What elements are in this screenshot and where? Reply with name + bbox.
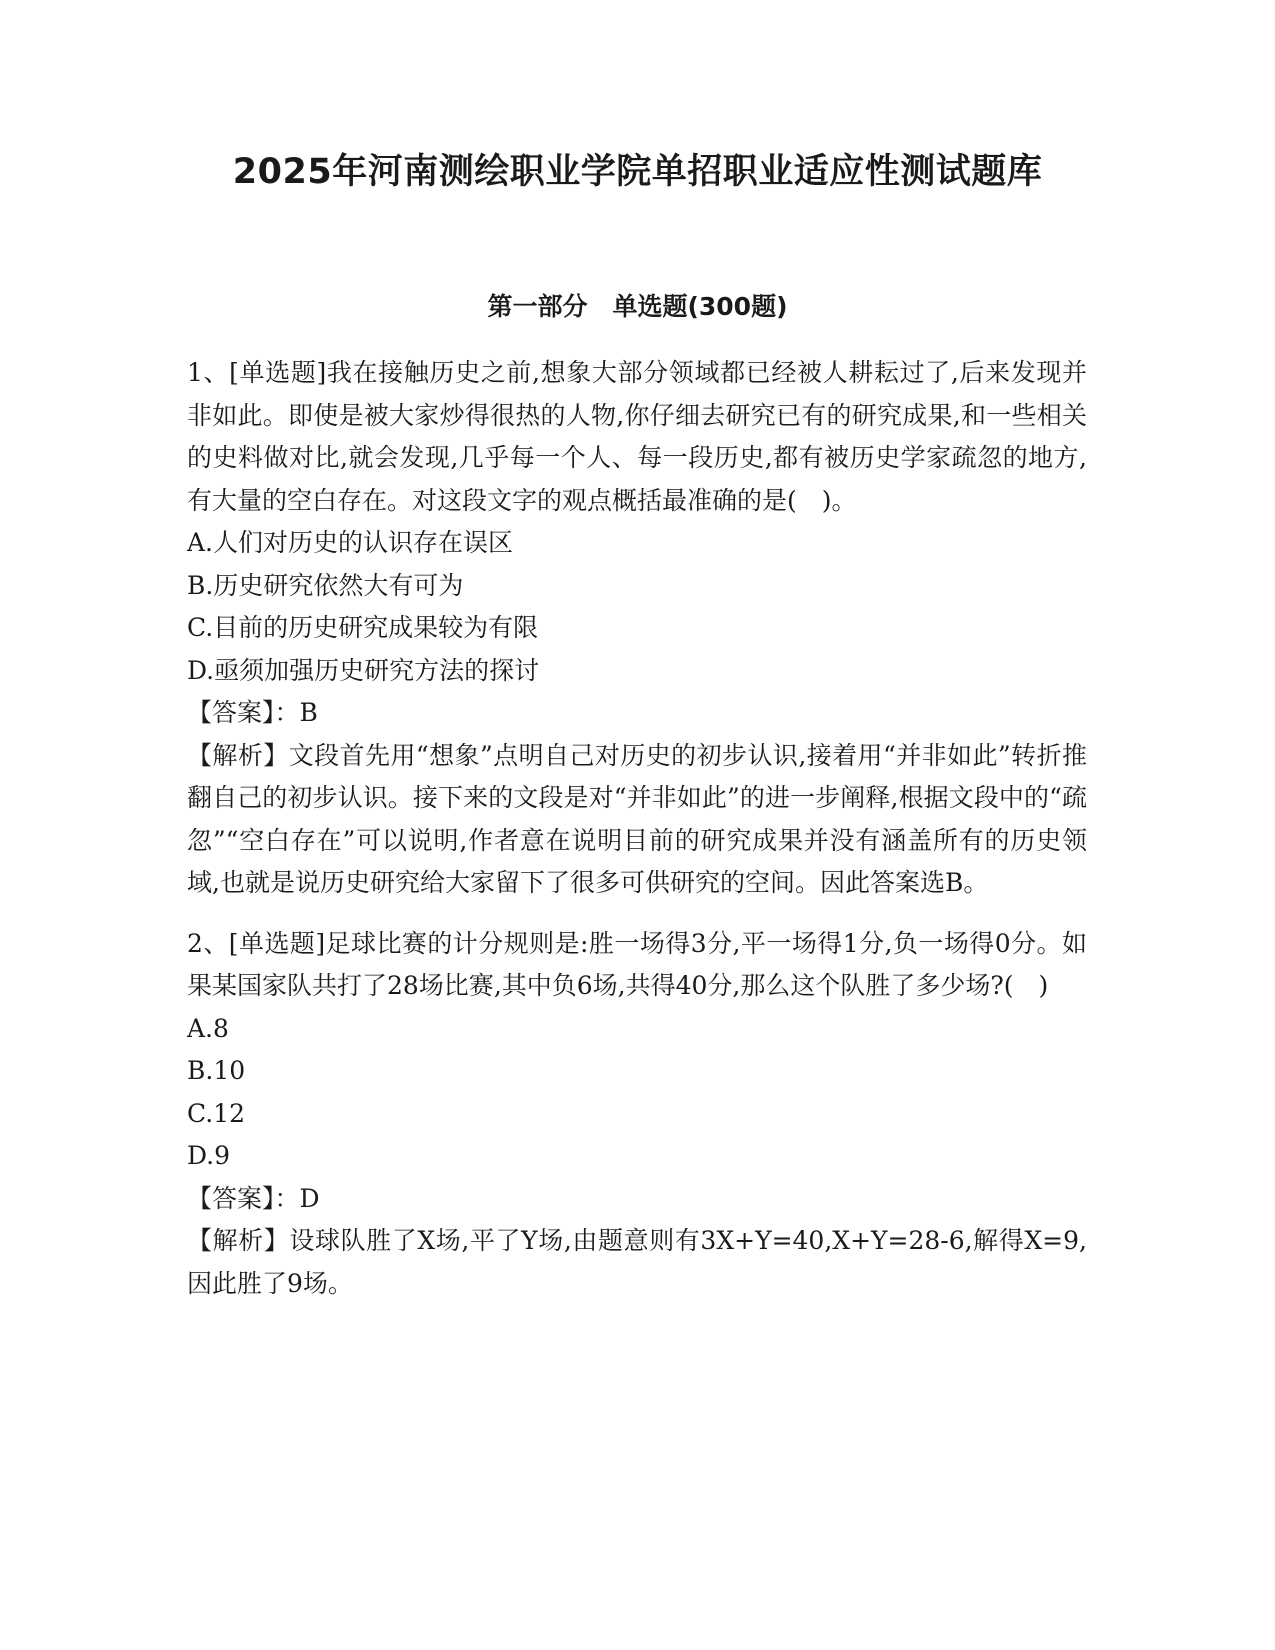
question-2 [187, 923, 1087, 1306]
option-a: A.人们对历史的认识存在误区 [187, 528, 514, 557]
analysis-label: 【解析】 [187, 740, 289, 770]
section-title: 第一部分 单选题(300题) [487, 292, 788, 321]
analysis-body: 文段首先用“想象”点明自己对历史的初步认识,接着用“并非如此”转折推翻自己的初步认识。接下来的文段是对“并非如此”的进一步阐释,根据文段中的“疏忽”“空白存在”可以说明,作者意在说明目前的研究成果并没有涵盖所有的历史领域,也就是说历史研究给大家留下了很多可供研究的空间。因此答案选B。 [187, 740, 1087, 897]
analysis-body: 设球队胜了X场,平了Y场,由题意则有3X+Y=40,X+Y=28-6,解得X=9,因此胜了9场。 [187, 1226, 1087, 1298]
option-b: B.10 [187, 1056, 246, 1085]
answer-value: D [299, 1183, 320, 1213]
option-d: D.9 [187, 1141, 231, 1170]
analysis-text [187, 735, 1087, 905]
option-c: C.12 [187, 1098, 245, 1128]
option-b: B.历史研究依然大有可为 [187, 570, 464, 600]
question-list [187, 352, 1087, 1323]
option-c: C.目前的历史研究成果较为有限 [187, 613, 539, 642]
answer-label: 【答案】： [187, 698, 300, 727]
question-1 [187, 352, 1087, 905]
answer-label: 【答案】： [187, 1183, 300, 1213]
question-stem: 1、[单选题]我在接触历史之前,想象大部分领域都已经被人耕耘过了,后来发现并非如此。即使是被大家炒得很热的人物,你仔细去研究已有的研究成果,和一些相关的史料做对比,就会发现,几乎每一个人、每一段历史,都有被历史学家疏忽的地方,有大量的空白存在。对这段文字的观点概括最准确的是( )。 [187, 358, 1087, 515]
question-stem: 2、[单选题]足球比赛的计分规则是:胜一场得3分,平一场得1分,负一场得0分。如果某国家队共打了28场比赛,其中负6场,共得40分,那么这个队胜了多少场?( ) [187, 928, 1087, 1000]
option-a: A.8 [187, 1013, 229, 1043]
document-title: 2025年河南测绘职业学院单招职业适应性测试题库 [232, 152, 1043, 192]
answer-line [187, 692, 1087, 735]
analysis-text [187, 1220, 1087, 1305]
answer-value: B [299, 698, 318, 727]
answer-line [187, 1178, 1087, 1221]
option-d: D.亟须加强历史研究方法的探讨 [187, 655, 540, 685]
analysis-label: 【解析】 [187, 1226, 290, 1255]
